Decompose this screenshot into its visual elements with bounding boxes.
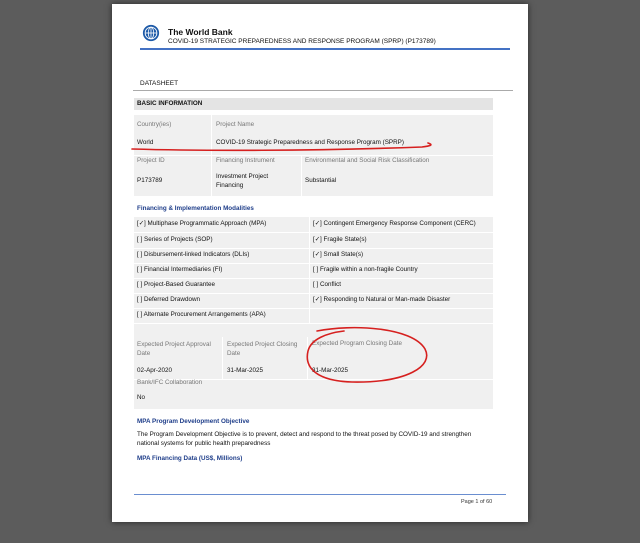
risk-value: Substantial xyxy=(305,177,337,184)
country-label: Country(ies) xyxy=(137,121,172,128)
closing-date-value: 31-Mar-2025 xyxy=(227,367,264,374)
bank-name: The World Bank xyxy=(168,27,233,37)
modality-small-state: [✓] Small State(s) xyxy=(313,251,364,258)
modality-fi: [ ] Financial Intermediaries (FI) xyxy=(137,266,223,273)
modality-apa: [ ] Alternate Procurement Arrangements (APA) xyxy=(137,311,266,318)
header-rule xyxy=(140,48,510,50)
approval-date-label: Expected Project Approval Date xyxy=(137,341,211,357)
approval-date-value: 02-Apr-2020 xyxy=(137,367,173,374)
program-closing-value: 31-Mar-2025 xyxy=(312,367,349,374)
project-id-value: P173789 xyxy=(137,177,163,184)
modality-sop: [ ] Series of Projects (SOP) xyxy=(137,236,213,243)
risk-label: Environmental and Social Risk Classification xyxy=(305,157,430,164)
modality-guarantee: [ ] Project-Based Guarantee xyxy=(137,281,216,288)
closing-date-label: Expected Project Closing Date xyxy=(227,341,298,357)
ifc-value: No xyxy=(137,394,146,401)
modality-drawdown: [ ] Deferred Drawdown xyxy=(137,296,200,303)
mpa-objective-title: MPA Program Development Objective xyxy=(137,418,250,425)
page-number: Page 1 of 60 xyxy=(461,499,493,505)
world-bank-globe-icon xyxy=(142,24,160,42)
basic-info-title: BASIC INFORMATION xyxy=(134,98,493,110)
ifc-label: Bank/IFC Collaboration xyxy=(137,379,203,386)
instrument-label: Financing Instrument xyxy=(216,157,275,164)
modality-disaster: [✓] Responding to Natural or Man-made Disaster xyxy=(313,296,451,303)
datasheet-label: DATASHEET xyxy=(140,80,179,87)
modality-mpa: [✓] Multiphase Programmatic Approach (MPA) xyxy=(137,220,267,227)
program-closing-label: Expected Program Closing Date xyxy=(312,340,402,347)
program-title: COVID-19 STRATEGIC PREPAREDNESS AND RESPONSE PROGRAM (SPRP) (P173789) xyxy=(168,38,436,45)
instrument-value: Investment Project Financing xyxy=(216,173,269,189)
project-name-label: Project Name xyxy=(216,121,255,128)
modality-dli: [ ] Disbursement-linked Indicators (DLIs) xyxy=(137,251,250,258)
country-value: World xyxy=(137,139,154,146)
datasheet-rule xyxy=(133,90,513,91)
mpa-financing-title: MPA Financing Data (US$, Millions) xyxy=(137,455,243,462)
document-page xyxy=(112,4,528,522)
project-name-value: COVID-19 Strategic Preparedness and Response Program (SPRP) xyxy=(216,139,404,146)
modality-cerc: [✓] Contingent Emergency Response Component (CERC) xyxy=(313,220,476,227)
project-id-label: Project ID xyxy=(137,157,165,164)
modality-conflict: [ ] Conflict xyxy=(313,281,341,288)
modality-fragile-state: [✓] Fragile State(s) xyxy=(313,236,367,243)
footer-rule xyxy=(134,494,506,495)
modalities-title: Financing & Implementation Modalities xyxy=(137,205,254,212)
modality-fragile-within: [ ] Fragile within a non-fragile Country xyxy=(313,266,418,273)
mpa-objective-text: The Program Development Objective is to prevent, detect and respond to the threat posed by COVID-19 and strengthen national systems for public health preparedness xyxy=(137,431,472,447)
